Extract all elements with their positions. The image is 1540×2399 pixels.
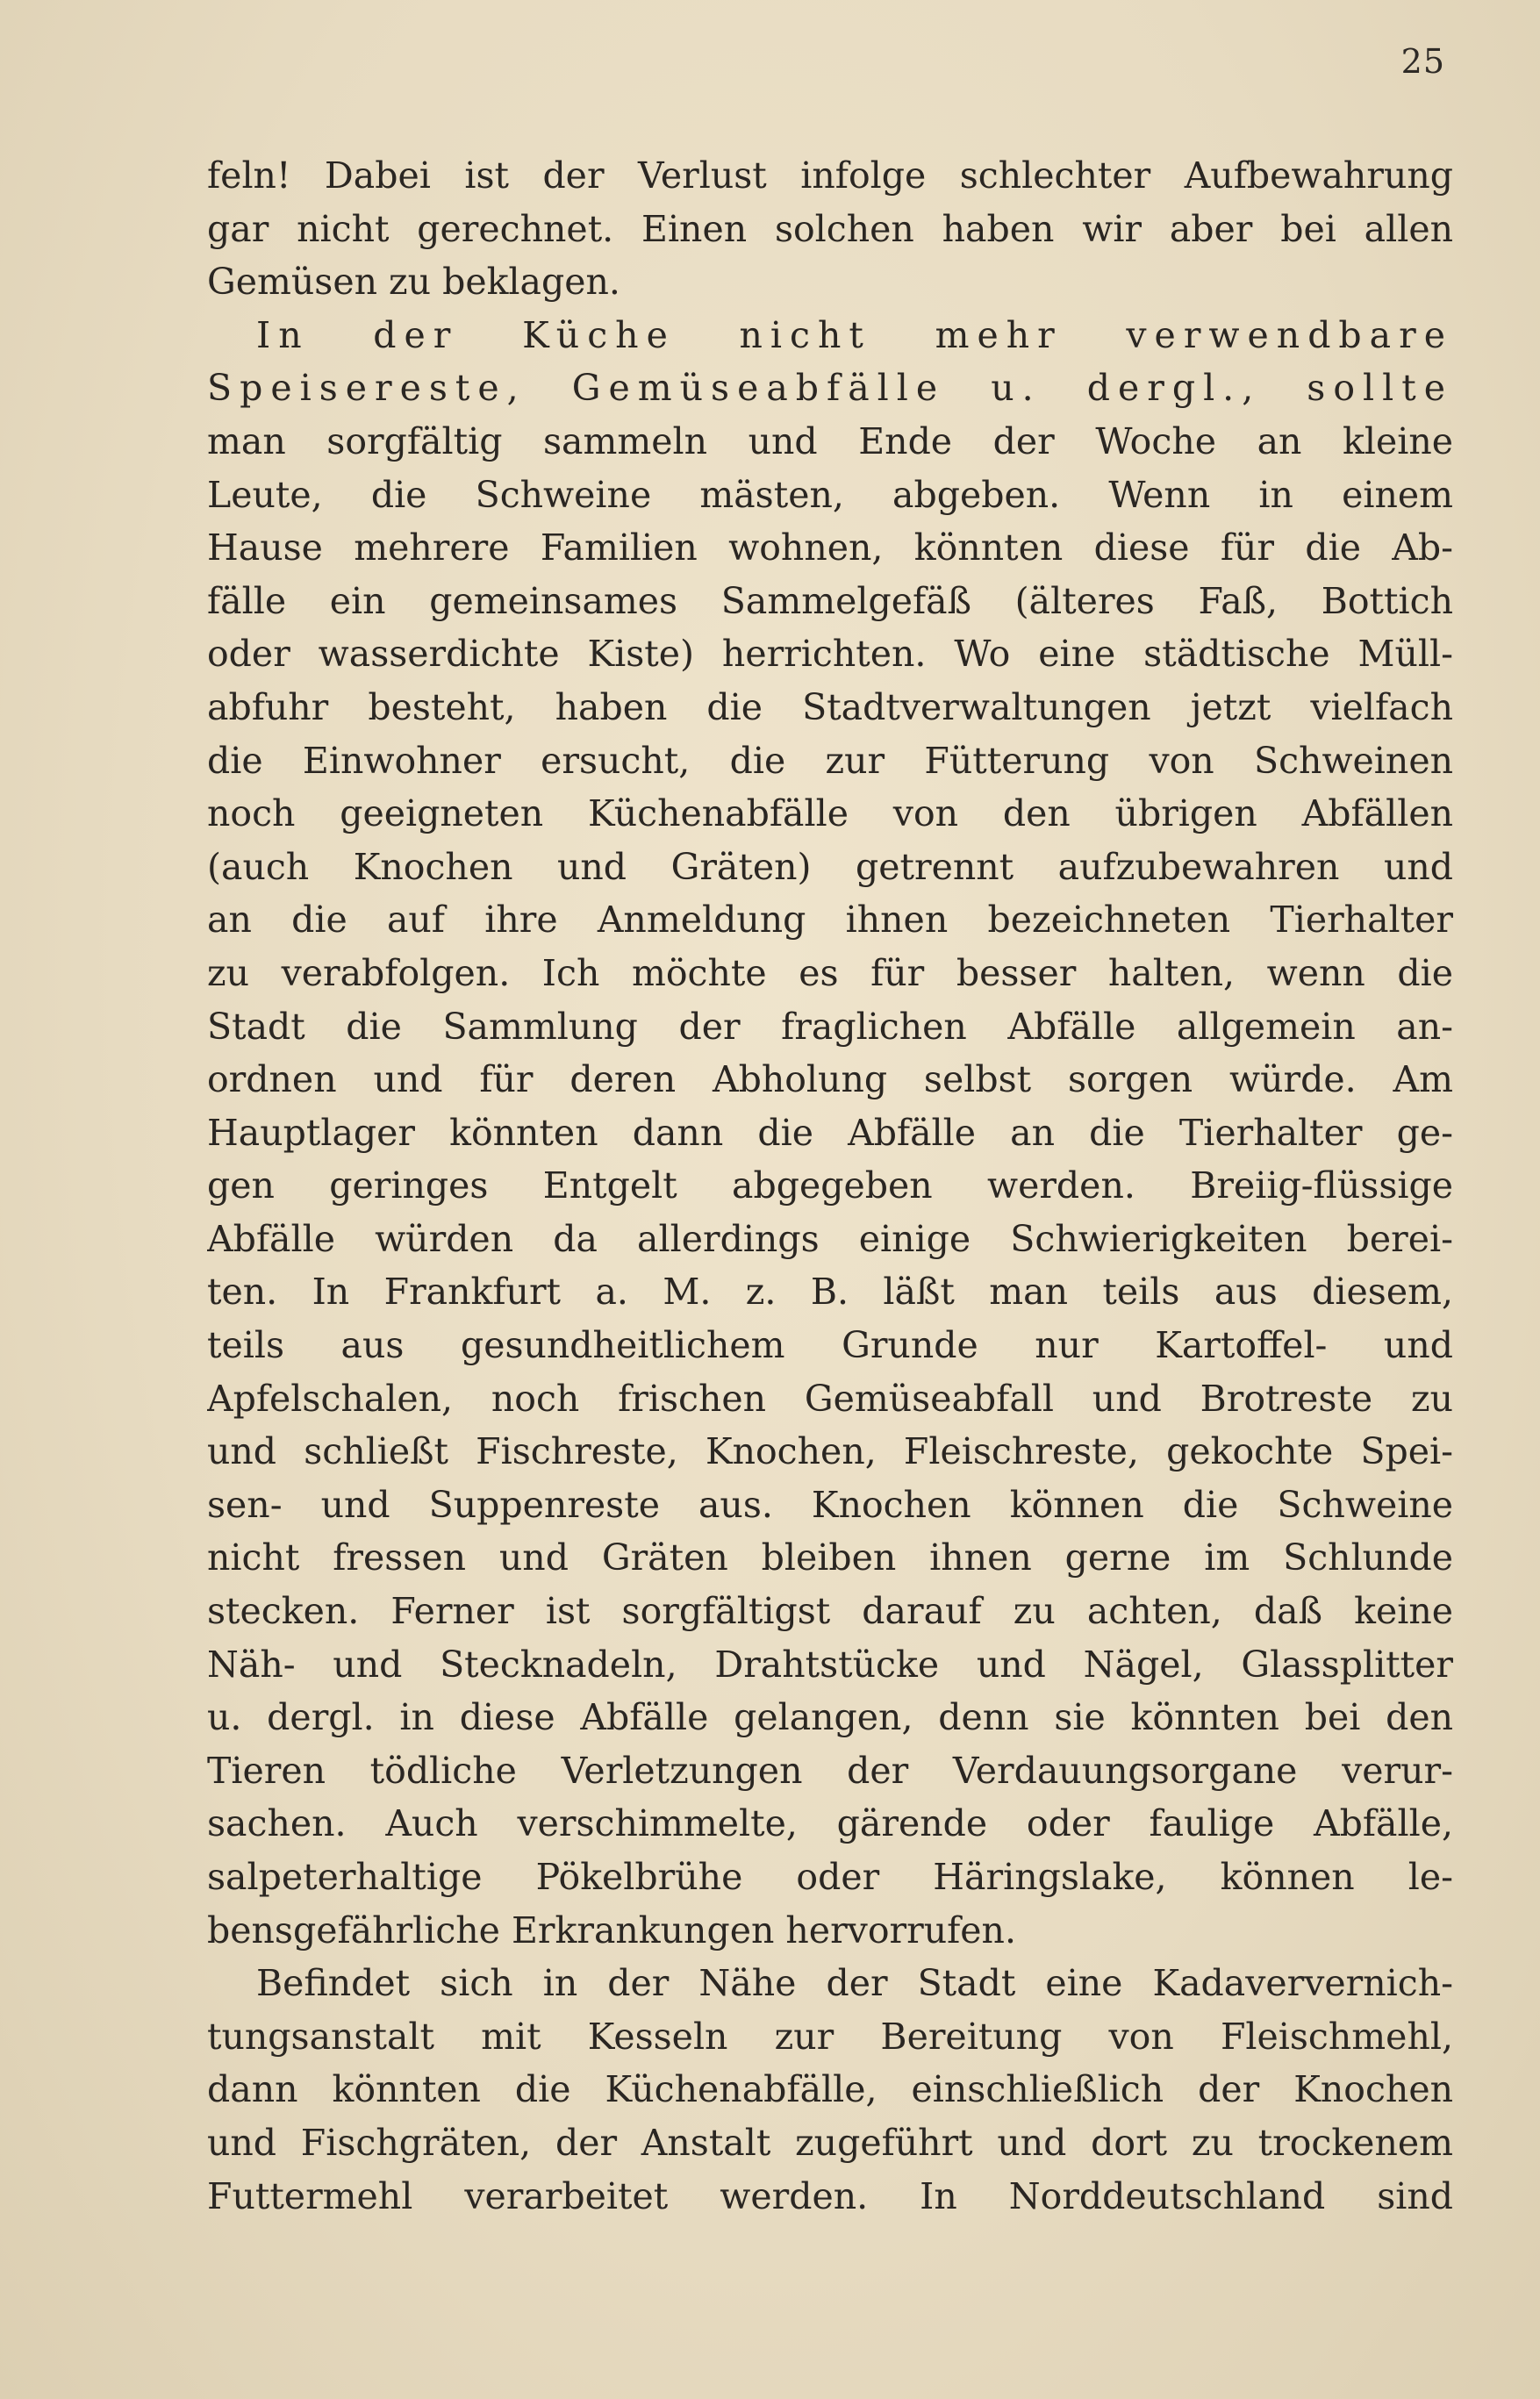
text-line: an die auf ihre Anmeldung ihnen bezeichneten Tierhalter — [207, 899, 1453, 942]
text-line: ordnen und für deren Abholung selbst sorgen würde. Am — [207, 1058, 1453, 1101]
text-line: gen geringes Entgelt abgegeben werden. Breiig-flüssige — [207, 1164, 1453, 1207]
text-line: Hauptlager könnten dann die Abfälle an die Tierhalter ge- — [207, 1111, 1453, 1154]
text-line: salpeterhaltige Pökelbrühe oder Häringslake, können le- — [207, 1856, 1453, 1898]
text-line: und Fischgräten, der Anstalt zugeführt und dort zu trockenem — [207, 2121, 1453, 2164]
text-line: sachen. Auch verschimmelte, gärende oder faulige Abfälle, — [207, 1802, 1453, 1845]
text-line: Leute, die Schweine mästen, abgeben. Wenn in einem — [207, 473, 1453, 516]
text-line: Befindet sich in der Nähe der Stadt eine Kadaververnich- — [256, 1962, 1453, 2005]
text-line: Tieren tödliche Verletzungen der Verdauungsorgane verur- — [207, 1749, 1453, 1792]
text-line: Speisereste, Gemüseabfälle u. dergl., sollte — [207, 367, 1453, 410]
text-line: tungsanstalt mit Kesseln zur Bereitung von Fleischmehl, — [207, 2015, 1453, 2058]
text-line: stecken. Ferner ist sorgfältigst darauf zu achten, daß keine — [207, 1590, 1453, 1633]
text-line: u. dergl. in diese Abfälle gelangen, denn sie könnten bei den — [207, 1696, 1453, 1739]
text-line: (auch Knochen und Gräten) getrennt aufzubewahren und — [207, 845, 1453, 888]
text-line: Apfelschalen, noch frischen Gemüseabfall und Brotreste zu — [207, 1377, 1453, 1420]
text-line: noch geeigneten Küchenabfälle von den übrigen Abfällen — [207, 792, 1453, 835]
text-line: Stadt die Sammlung der fraglichen Abfälle allgemein an- — [207, 1005, 1453, 1048]
text-line: ten. In Frankfurt a. M. z. B. läßt man teils aus diesem, — [207, 1271, 1453, 1314]
text-line: bensgefährliche Erkrankungen hervorrufen. — [207, 1908, 1016, 1951]
text-line: Futtermehl verarbeitet werden. In Norddeutschland sind — [207, 2174, 1453, 2217]
text-line: teils aus gesundheitlichem Grunde nur Kartoffel- und — [207, 1324, 1453, 1367]
text-line: In der Küche nicht mehr verwendbare — [256, 313, 1453, 356]
text-line: feln! Dabei ist der Verlust infolge schlechter Aufbewahrung — [207, 154, 1453, 197]
text-line: gar nicht gerechnet. Einen solchen haben wir aber bei allen — [207, 207, 1453, 250]
text-line: oder wasserdichte Kiste) herrichten. Wo eine städtische Müll- — [207, 633, 1453, 676]
text-line: Gemüsen zu beklagen. — [207, 261, 620, 304]
page-number: 25 — [1400, 42, 1445, 81]
text-line: dann könnten die Küchenabfälle, einschließlich der Knochen — [207, 2068, 1453, 2111]
text-line: die Einwohner ersucht, die zur Fütterung von Schweinen — [207, 739, 1453, 782]
text-line: fälle ein gemeinsames Sammelgefäß (älteres Faß, Bottich — [207, 579, 1453, 622]
body-text — [207, 149, 1453, 2223]
text-line: sen- und Suppenreste aus. Knochen können die Schweine — [207, 1483, 1453, 1526]
text-line: Abfälle würden da allerdings einige Schwierigkeiten berei- — [207, 1217, 1453, 1260]
text-line: abfuhr besteht, haben die Stadtverwaltungen jetzt vielfach — [207, 685, 1453, 728]
text-line: Näh- und Stecknadeln, Drahtstücke und Nägel, Glassplitter — [207, 1643, 1453, 1686]
text-line: nicht fressen und Gräten bleiben ihnen gerne im Schlunde — [207, 1536, 1453, 1579]
text-line: man sorgfältig sammeln und Ende der Woche an kleine — [207, 419, 1453, 462]
text-line: zu verabfolgen. Ich möchte es für besser halten, wenn die — [207, 951, 1453, 994]
text-line: und schließt Fischreste, Knochen, Fleischreste, gekochte Spei- — [207, 1430, 1453, 1473]
text-line: Hause mehrere Familien wohnen, könnten diese für die Ab- — [207, 526, 1453, 569]
